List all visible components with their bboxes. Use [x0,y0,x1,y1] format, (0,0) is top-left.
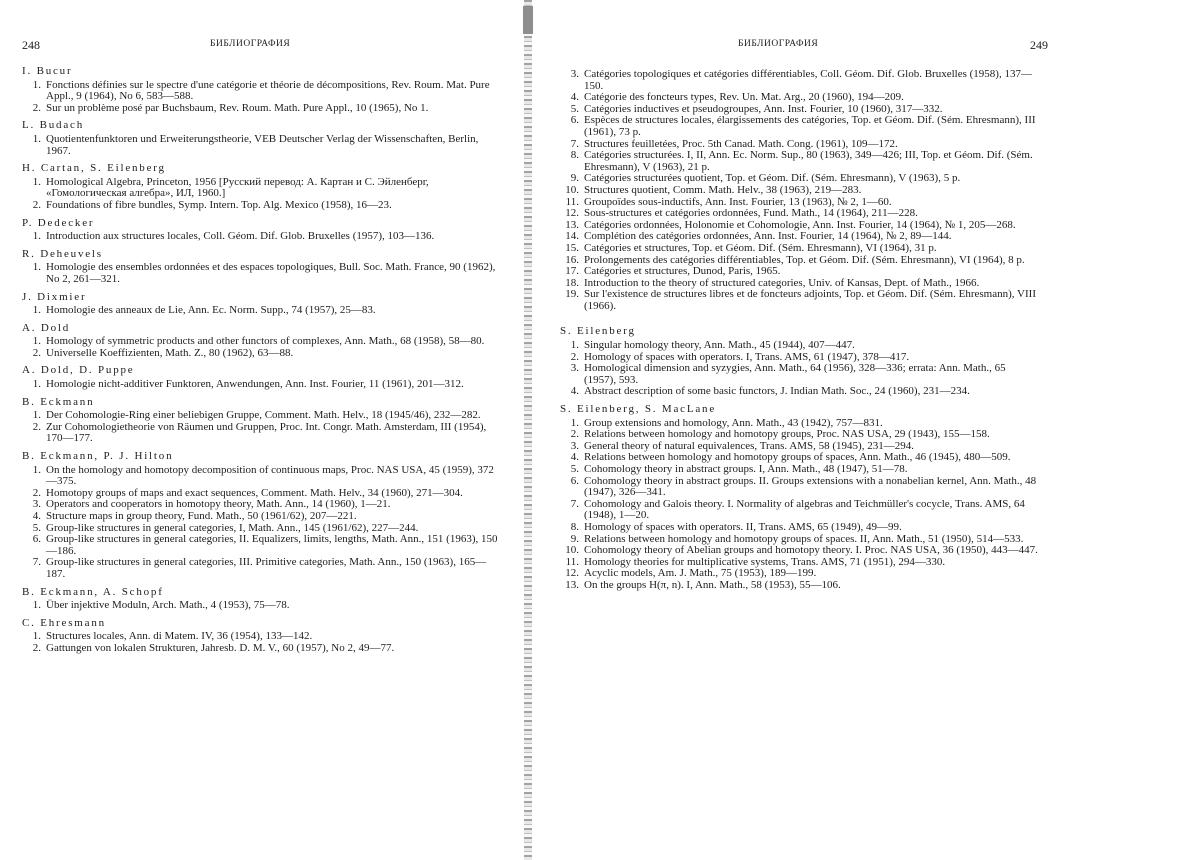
item-number: 7. [32,556,41,569]
item-number: 2. [32,420,41,433]
item-number: 6. [32,533,41,546]
item-number: 2. [32,486,41,499]
bibliography-left-column [22,66,502,655]
item-text: Sous-structures et catégories ordonnées, Fund. Math., 14 (1964), 211—228. [584,207,918,220]
item-text: General theory of natural equivalences, Trans. AMS, 58 (1945), 231—294. [584,439,914,452]
author-heading: L. Budach [22,119,85,132]
item-number: 13. [565,578,579,591]
bibliography-item [560,499,1040,522]
item-text: Group-like structures in general categories, III. Primitive categories, Math. Ann., 150 (1963), 165—187. [46,556,487,580]
item-number: 2. [32,346,41,359]
page-number-right: 249 [1030,38,1048,52]
item-number: 8. [570,149,579,162]
item-text: Cohomology theory in abstract groups. II. Groups extensions with a nonabelian kernel, Ann. Math., 48 (1947), 326—341. [584,474,1037,499]
author-heading: I. Bucur [22,65,73,77]
item-text: Catégories inductives et pseudogroupes, Ann. Inst. Fourier, 10 (1960), 317—332. [584,102,943,115]
bibliography-item [560,386,1040,398]
bibliography-item [560,580,1040,592]
item-number: 2. [32,198,41,211]
bibliography-item [560,464,1040,476]
item-text: Über injektive Moduln, Arch. Math., 4 (1953), 75—78. [46,599,290,612]
item-number: 2. [32,101,41,114]
item-number: 8. [570,520,579,533]
item-number: 10. [565,183,579,196]
item-number: 5. [32,521,41,534]
bibliography-item [560,69,1040,92]
bibliography-item [22,231,502,243]
item-text: Der Cohomologie-Ring einer beliebigen Gruppe, Comment. Math. Helv., 18 (1945/46), 232—282. [46,409,481,422]
item-text: Introduction aux structures locales, Coll. Géom. Dif. Glob. Bruxelles (1957), 103—136. [46,230,435,243]
item-number: 6. [570,114,579,127]
item-number: 3. [570,439,579,452]
item-text: Homology of symmetric products and other functors of complexes, Ann. Math., 68 (1958), 58—80. [46,335,485,348]
item-number: 9. [570,532,579,545]
bibliography-item [22,422,502,445]
item-number: 3. [570,362,579,375]
item-text: Foundations of fibre bundles, Symp. Intern. Top. Alg. Mexico (1958), 16—23. [46,198,392,211]
bibliography-item [22,262,502,285]
item-text: Structures locales, Ann. di Matem. IV, 36 (1954), 133—142. [46,630,313,643]
author-heading: P. Dedecker [22,216,95,229]
item-number: 4. [570,91,579,104]
item-text: Cohomology and Galois theory. I. Normality of algebras and Teichmüller's cocycle, Trans. AMS, 64 (1948), 1—20. [584,497,1025,522]
item-number: 3. [570,68,579,80]
author-heading: R. Deheuvels [22,247,103,260]
item-text: Relations between homology and homotopy groups of spaces. II, Ann. Math., 51 (1950), 514—533. [584,532,1024,545]
item-text: Group-like structures in general categories, II. Equalizers, limits, lengths, Math. Ann., 151 (1963), 150—186. [46,533,498,557]
item-number: 10. [565,544,579,557]
bibliography-item [560,243,1040,255]
bibliography-item [22,103,502,115]
item-number: 19. [565,288,579,301]
item-number: 1. [32,378,41,391]
author-heading: J. Dixmier [22,290,87,303]
item-number: 2. [570,350,579,363]
bibliography-item [560,363,1040,386]
item-text: Cohomology theory in abstract groups. I, Ann. Math., 48 (1947), 51—78. [584,463,908,475]
item-text: Homotopy groups of maps and exact sequences, Comment. Math. Helv., 34 (1960), 271—304. [46,486,463,499]
bibliography-item [22,80,502,103]
bibliography-right-column [560,69,1040,592]
item-text: Sur l'existence de structures libres et de foncteurs adjoints, Top. et Géom. Dif. (Sém. Ehresmann), VIII (1966). [584,288,1036,312]
item-number: 7. [570,497,579,510]
author-heading: B. Eckmann [22,395,95,408]
item-number: 1. [32,630,41,643]
item-text: Catégories et structures, Dunod, Paris, 1965. [584,265,781,278]
bibliography-item [22,379,502,391]
author-heading: A. Dold, D. Puppe [22,364,135,377]
item-number: 13. [565,218,579,231]
item-number: 1. [32,409,41,422]
item-text: Acyclic models, Am. J. Math., 75 (1953), 189—199. [584,567,817,580]
book-spine-gutter [524,0,532,860]
item-text: Abstract description of some basic functors, J. Indian Math. Soc., 24 (1960), 231—234. [584,385,970,398]
item-text: Cohomology theory of Abelian groups and homotopy theory. I. Proc. NAS USA, 36 (1950), 443—447. [584,544,1038,557]
item-text: Catégories structurées quotient, Top. et Géom. Dif. (Sém. Ehresmann), V (1963), 5 p. [584,172,961,185]
item-number: 14. [565,230,579,243]
right-page [560,0,1080,860]
item-text: Espèces de structures locales, élargissements des catégories, Top. et Géom. Dif. (Sém. Ehresmann), III (1961), 73 p. [584,114,1036,138]
item-number: 16. [565,253,579,266]
item-text: Introduction to the theory of structured categories, Univ. of Kansas, Dept. of Math., 1966. [584,276,980,289]
item-number: 9. [570,172,579,185]
bibliography-item [22,465,502,488]
item-text: Structures quotient, Comm. Math. Helv., 38 (1963), 219—283. [584,183,862,196]
item-number: 6. [570,474,579,487]
bibliography-item [22,643,502,655]
bibliography-item [22,305,502,317]
item-text: Catégories et structures, Top. et Géom. Dif. (Sém. Ehresmann), VI (1964), 31 p. [584,241,937,254]
item-text: Universelle Koeffizienten, Math. Z., 80 (1962), 63—88. [46,346,294,359]
item-number: 17. [565,265,579,278]
item-text: Group-like structures in general categories, I, Math. Ann., 145 (1961/62), 227—244. [46,521,419,534]
item-text: Structures feuilletées, Proc. 5th Canad. Math. Cong. (1961), 109—172. [584,137,898,150]
author-heading: B. Eckmann, A. Schopf [22,585,164,598]
item-text: Group extensions and homology, Ann. Math., 43 (1942), 757—831. [584,416,883,429]
item-number: 1. [32,335,41,348]
bibliography-item [22,200,502,212]
item-number: 1. [32,261,41,274]
item-text: Complétion des catégories ordonnées, Ann. Inst. Fourier, 14 (1964), № 2, 89—144. [584,230,952,243]
item-text: Quotientenfunktoren und Erweiterungstheorie, VEB Deutscher Verlag der Wissenschaften, Berlin, 1967. [46,132,479,157]
bibliography-item [560,266,1040,278]
bibliography-item [22,600,502,612]
item-number: 11. [565,195,579,208]
item-text: Operators and cooperators in homotopy theory, Math. Ann., 14 (1960), 1—21. [46,498,391,511]
author-heading: A. Dold [22,321,71,334]
item-number: 4. [32,510,41,522]
item-number: 1. [570,339,579,352]
item-number: 1. [32,304,41,317]
item-text: Relations between homology and homotopy groups of spaces, Ann. Math., 46 (1945), 480—509. [584,451,1011,464]
bibliography-item [22,557,502,580]
running-head-left: БИБЛИОГРАФИЯ [210,39,291,49]
author-heading: S. Eilenberg, S. MacLane [560,403,717,416]
running-head-right: БИБЛИОГРАФИЯ [738,39,819,49]
bibliography-item [560,545,1040,557]
bibliography-item [560,476,1040,499]
bibliography-item [22,177,502,200]
bibliography-item [560,185,1040,197]
bibliography-item [22,534,502,557]
item-text: Homological Algebra, Princeton, 1956 [Русский перевод: А. Картан и С. Эйленберг, «Гомологическая алгебра», ИЛ, 1960.] [46,175,429,200]
author-heading: C. Ehresmann [22,616,106,629]
bibliography-item [560,115,1040,138]
item-text: Groupoïdes sous-inductifs, Ann. Inst. Fourier, 13 (1963), № 2, 1—60. [584,195,892,208]
item-number: 18. [565,276,579,289]
author-heading: H. Cartan, S. Eilenberg [22,162,166,175]
item-number: 11. [565,555,579,568]
bibliography-item [560,289,1040,312]
item-text: Catégories topologiques et catégories différentiables, Coll. Géom. Dif. Glob. Bruxelles (1958), 137—150. [584,68,1032,92]
item-text: Fonctions définies sur le spectre d'une catégorie et théorie de décompositions, Rev. Roum. Mat. Pure Appl., 9 (1964), No 6, 583—588. [46,78,490,103]
item-text: Catégories structurées. I, II, Ann. Ec. Norm. Sup., 80 (1963), 349—426; III, Top. et Géom. Dif. (Sém. Ehresmann), V (1963), 21 p. [584,149,1033,173]
item-number: 4. [570,451,579,464]
item-text: Catégorie des foncteurs types, Rev. Un. Mat. Arg., 20 (1960), 194—209. [584,91,904,104]
item-text: Catégories ordonnées, Holonomie et Cohomologie, Ann. Inst. Fourier, 14 (1964), № 1, 205—268. [584,218,1016,231]
item-number: 2. [570,428,579,441]
left-page [0,0,520,860]
section-gap [560,312,1040,320]
item-number: 2. [32,641,41,654]
item-number: 1. [32,132,41,145]
bibliography-item [560,208,1040,220]
item-text: Homological dimension and syzygies, Ann. Math., 64 (1956), 328—336; errata: Ann. Math., 65 (1957), 593. [584,362,1006,386]
item-number: 5. [570,463,579,475]
item-text: Homologie des anneaux de Lie, Ann. Ec. Norm. Supp., 74 (1957), 25—83. [46,304,376,317]
item-number: 12. [565,567,579,580]
item-text: Relations between homology and homotopy groups, Proc. NAS USA, 29 (1943), 155—158. [584,428,990,441]
item-text: Homology of spaces with operators. II, Trans. AMS, 65 (1949), 49—99. [584,520,902,533]
bibliography-item [22,134,502,157]
item-number: 4. [570,385,579,398]
item-number: 3. [32,498,41,511]
item-number: 15. [565,241,579,254]
bibliography-item [560,522,1040,534]
item-text: Homology theories for multiplicative systems, Trans. AMS, 71 (1951), 294—330. [584,555,946,568]
item-number: 1. [32,175,41,188]
item-text: Zur Cohomologietheorie von Räumen und Gruppen, Proc. Int. Congr. Math. Amsterdam, III (1954), 170—177. [46,420,487,445]
item-text: Homologie nicht-additiver Funktoren, Anwendungen, Ann. Inst. Fourier, 11 (1961), 201—312. [46,378,464,391]
item-number: 1. [32,230,41,243]
item-text: On the groups H(π, n). I, Ann. Math., 58 (1953), 55—106. [584,578,841,591]
item-number: 1. [32,599,41,612]
item-number: 7. [570,137,579,150]
item-text: Prolongements des catégories différentiables, Top. et Géom. Dif. (Sém. Ehresmann), VI (1964), 8 p. [584,253,1025,266]
item-text: On the homology and homotopy decomposition of continuous maps, Proc. NAS USA, 45 (1959), 372—375. [46,463,494,488]
item-text: Singular homology theory, Ann. Math., 45 (1944), 407—447. [584,339,855,352]
item-text: Homologie des ensembles ordonnées et des espaces topologiques, Bull. Soc. Math. France, 90 (1962), No 2, 261—321. [46,261,496,285]
item-text: Structure maps in group theory, Fund. Math., 50 (1961/62), 207—221. [46,510,357,522]
bibliography-item [560,340,1040,352]
item-number: 1. [32,78,41,91]
bibliography-item [560,150,1040,173]
item-number: 5. [570,102,579,115]
page-number-left: 248 [22,38,40,52]
author-heading: S. Eilenberg [560,325,636,338]
bibliography-item [22,511,502,523]
bibliography-item [22,348,502,360]
item-text: Sur un problème posé par Buchsbaum, Rev. Roum. Math. Pure Appl., 10 (1965), No 1. [46,101,429,114]
item-text: Homology of spaces with operators. I, Trans. AMS, 61 (1947), 378—417. [584,350,910,363]
item-text: Gattungen von lokalen Strukturen, Jahresb. D. M. V., 60 (1957), No 2, 49—77. [46,641,395,654]
author-heading: B. Eckmann, P. J. Hilton [22,450,174,463]
item-number: 12. [565,207,579,220]
item-number: 1. [32,463,41,476]
item-number: 1. [570,416,579,429]
